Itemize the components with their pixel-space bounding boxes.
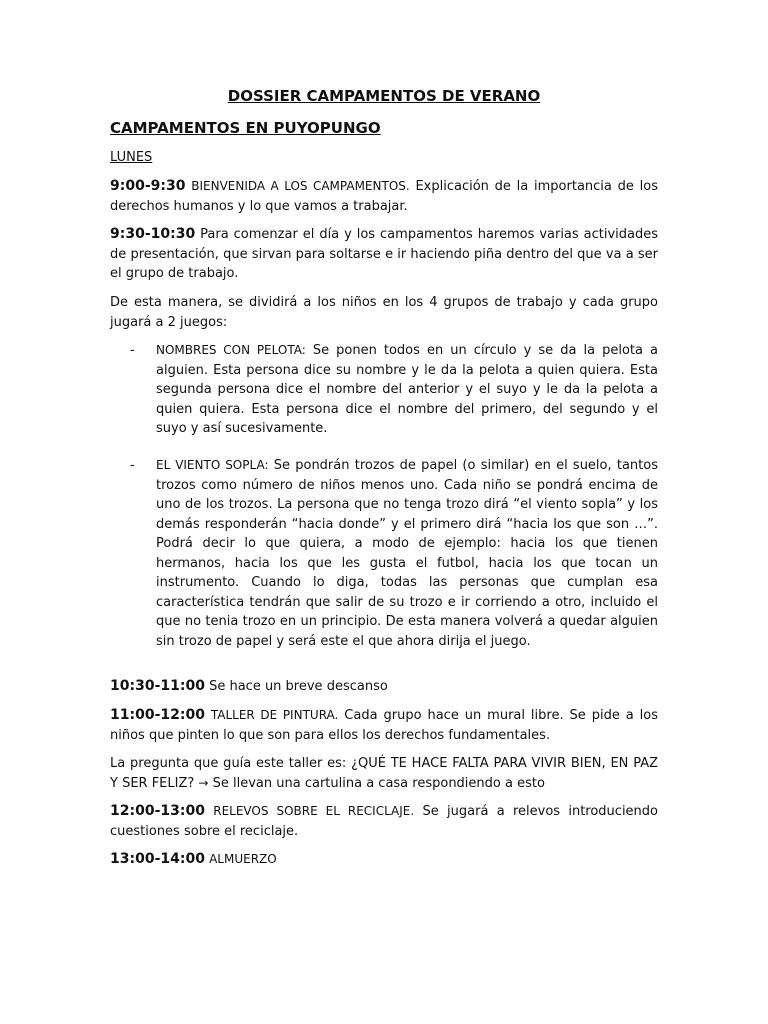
document-title: DOSSIER CAMPAMENTOS DE VERANO [227, 87, 541, 105]
schedule-block-0900 [110, 177, 658, 216]
list-dash: - [130, 458, 135, 473]
list-item [130, 341, 658, 439]
time-label: 10:30-11:00 [110, 678, 205, 694]
schedule-block-0930 [110, 225, 658, 284]
game-name: NOMBRES CON PELOTA: [156, 343, 306, 357]
day-label: LUNES [110, 150, 153, 165]
time-label: 9:30-10:30 [110, 226, 196, 242]
game-description: Se pondrán trozos de papel (o similar) en el suelo, tantos trozos como número de niños menos uno. Cada niño se pondrá encima de uno de los trozos. La persona que no tenga trozo dirá “el viento sopla” y los demás responderán “hacia donde” y el primero dirá “hacia los que son …”. Podrá decir lo que quiera, a modo de ejemplo: hacia los que tienen hermanos, hacia los que les gusta el futbol, hacia los que tocan un instrumento. Cuando lo diga, todas las personas que cumplan esa característica tendrán que salir de su trozo e ir corriendo a otro, incluido el que no tenia trozo en un principio. De esta manera volverá a quedar alguien sin trozo de papel y será este el que ahora dirija el juego. [156, 458, 658, 649]
activity-name: RELEVOS SOBRE EL RECICLAJE. [213, 804, 415, 818]
game-name: EL VIENTO SOPLA: [156, 458, 269, 472]
time-label: 12:00-13:00 [110, 803, 205, 819]
schedule-block-1200 [110, 802, 658, 841]
activity-description: Se hace un breve descanso [209, 679, 388, 694]
question-paragraph [110, 754, 658, 793]
list-item [130, 456, 658, 651]
activity-description: Para comenzar el día y los campamentos haremos varias actividades de presentación, que sirvan para soltarse e ir haciendo piña dentro del que va a ser el grupo de trabajo. [110, 227, 658, 281]
question-followup: Se llevan una cartulina a casa respondiendo a esto [212, 775, 545, 791]
game-description: Se ponen todos en un círculo y se da la pelota a alguien. Esta persona dice su nombre y le da la pelota a quien quiera. Esta segunda persona dice el nombre del anterior y el suyo y le da la pelota a quien quiera. Esta persona dice el nombre del primero, del segundo y el suyo y así sucesivamente. [156, 343, 658, 436]
time-label: 13:00-14:00 [110, 851, 205, 867]
activity-description: Explicación de la importancia de los derechos humanos y lo que vamos a trabajar. [110, 179, 658, 214]
schedule-block-1100 [110, 706, 658, 745]
activity-name: ALMUERZO [209, 852, 277, 866]
groups-paragraph [110, 293, 658, 332]
activity-description: Cada grupo hace un mural libre. Se pide a los niños que pinten lo que son para ellos los derechos fundamentales. [110, 708, 658, 743]
activity-name: TALLER DE PINTURA. [210, 708, 339, 722]
time-label: 11:00-12:00 [110, 707, 205, 723]
arrow-right-icon: → [198, 775, 209, 790]
paragraph-text: De esta manera, se dividirá a los niños en los 4 grupos de trabajo y cada grupo jugará a 2 juegos: [110, 295, 658, 330]
activity-description: Se jugará a relevos introduciendo cuestiones sobre el reciclaje. [110, 804, 658, 839]
activity-name: BIENVENIDA A LOS CAMPAMENTOS. [191, 179, 410, 193]
question-text: La pregunta que guía este taller es: ¿QUÉ TE HACE FALTA PARA VIVIR BIEN, EN PAZ Y SER FELIZ? [110, 756, 658, 791]
schedule-block-1030 [110, 677, 658, 697]
section-heading: CAMPAMENTOS EN PUYOPUNGO [110, 119, 381, 137]
list-dash: - [130, 343, 135, 358]
schedule-block-1300 [110, 850, 658, 870]
time-label: 9:00-9:30 [110, 178, 186, 194]
